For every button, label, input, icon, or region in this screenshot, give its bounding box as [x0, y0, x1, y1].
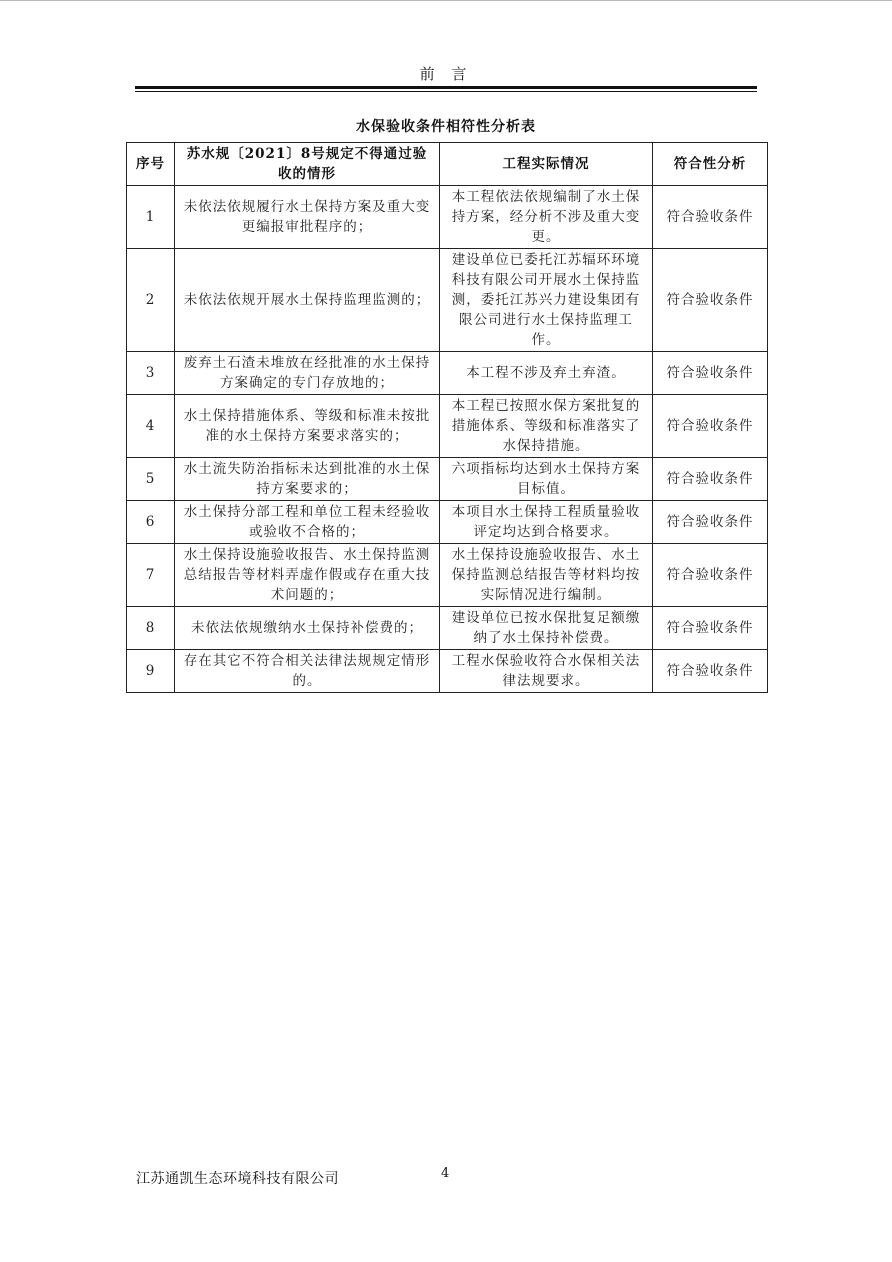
cell-analysis: 符合验收条件 — [653, 501, 768, 544]
cell-condition: 水土保持措施体系、等级和标准未按批准的水土保持方案要求落实的； — [175, 395, 440, 458]
table-row — [127, 544, 768, 607]
cell-actual: 建设单位已按水保批复足额缴纳了水土保持补偿费。 — [440, 607, 653, 650]
cell-no: 4 — [127, 395, 175, 458]
cell-condition: 水土流失防治指标未达到批准的水土保持方案要求的； — [175, 458, 440, 501]
column-header-analysis: 符合性分析 — [653, 143, 768, 186]
cell-condition: 未依法依规开展水土保持监理监测的； — [175, 249, 440, 352]
cell-no: 3 — [127, 352, 175, 395]
cell-analysis: 符合验收条件 — [653, 458, 768, 501]
cell-no: 8 — [127, 607, 175, 650]
cell-analysis: 符合验收条件 — [653, 650, 768, 693]
cell-analysis: 符合验收条件 — [653, 395, 768, 458]
page-top-border — [0, 0, 892, 1]
cell-condition: 水土保持设施验收报告、水土保持监测总结报告等材料弄虚作假或存在重大技术问题的； — [175, 544, 440, 607]
table-row — [127, 607, 768, 650]
cell-no: 6 — [127, 501, 175, 544]
compliance-table — [126, 142, 768, 693]
header-rule-thin — [135, 91, 757, 92]
page-number: 4 — [441, 1166, 450, 1181]
cell-actual: 本工程已按照水保方案批复的措施体系、等级和标准落实了水保持措施。 — [440, 395, 653, 458]
cell-analysis: 符合验收条件 — [653, 607, 768, 650]
column-header-actual: 工程实际情况 — [440, 143, 653, 186]
running-header: 前 言 — [419, 65, 473, 83]
table-row — [127, 352, 768, 395]
table-title: 水保验收条件相符性分析表 — [356, 119, 536, 135]
cell-condition: 水土保持分部工程和单位工程未经验收或验收不合格的； — [175, 501, 440, 544]
cell-condition: 未依法依规缴纳水土保持补偿费的； — [175, 607, 440, 650]
table-row — [127, 395, 768, 458]
cell-analysis: 符合验收条件 — [653, 186, 768, 249]
table-row — [127, 501, 768, 544]
cell-no: 9 — [127, 650, 175, 693]
cell-analysis: 符合验收条件 — [653, 544, 768, 607]
cell-condition: 未依法依规履行水土保持方案及重大变更编报审批程序的； — [175, 186, 440, 249]
cell-analysis: 符合验收条件 — [653, 249, 768, 352]
cell-actual: 建设单位已委托江苏辐环环境科技有限公司开展水土保持监测，委托江苏兴力建设集团有限公司进行水土保持监理工作。 — [440, 249, 653, 352]
cell-condition: 废弃土石渣未堆放在经批准的水土保持方案确定的专门存放地的； — [175, 352, 440, 395]
cell-no: 5 — [127, 458, 175, 501]
table-row — [127, 650, 768, 693]
table-header-row — [127, 143, 768, 186]
footer-company: 江苏通凯生态环境科技有限公司 — [136, 1171, 339, 1187]
cell-condition: 存在其它不符合相关法律法规规定情形的。 — [175, 650, 440, 693]
cell-no: 7 — [127, 544, 175, 607]
cell-no: 2 — [127, 249, 175, 352]
cell-actual: 六项指标均达到水土保持方案目标值。 — [440, 458, 653, 501]
cell-actual: 水土保持设施验收报告、水土保持监测总结报告等材料均按实际情况进行编制。 — [440, 544, 653, 607]
cell-actual: 工程水保验收符合水保相关法律法规要求。 — [440, 650, 653, 693]
cell-actual: 本工程依法依规编制了水土保持方案，经分析不涉及重大变更。 — [440, 186, 653, 249]
header-rule-thick — [135, 86, 757, 89]
cell-no: 1 — [127, 186, 175, 249]
column-header-no: 序号 — [127, 143, 175, 186]
table-row — [127, 249, 768, 352]
cell-analysis: 符合验收条件 — [653, 352, 768, 395]
table-row — [127, 186, 768, 249]
column-header-condition: 苏水规〔2021〕8号规定不得通过验收的情形 — [175, 143, 440, 186]
table-row — [127, 458, 768, 501]
cell-actual: 本项目水土保持工程质量验收评定均达到合格要求。 — [440, 501, 653, 544]
cell-actual: 本工程不涉及弃土弃渣。 — [440, 352, 653, 395]
